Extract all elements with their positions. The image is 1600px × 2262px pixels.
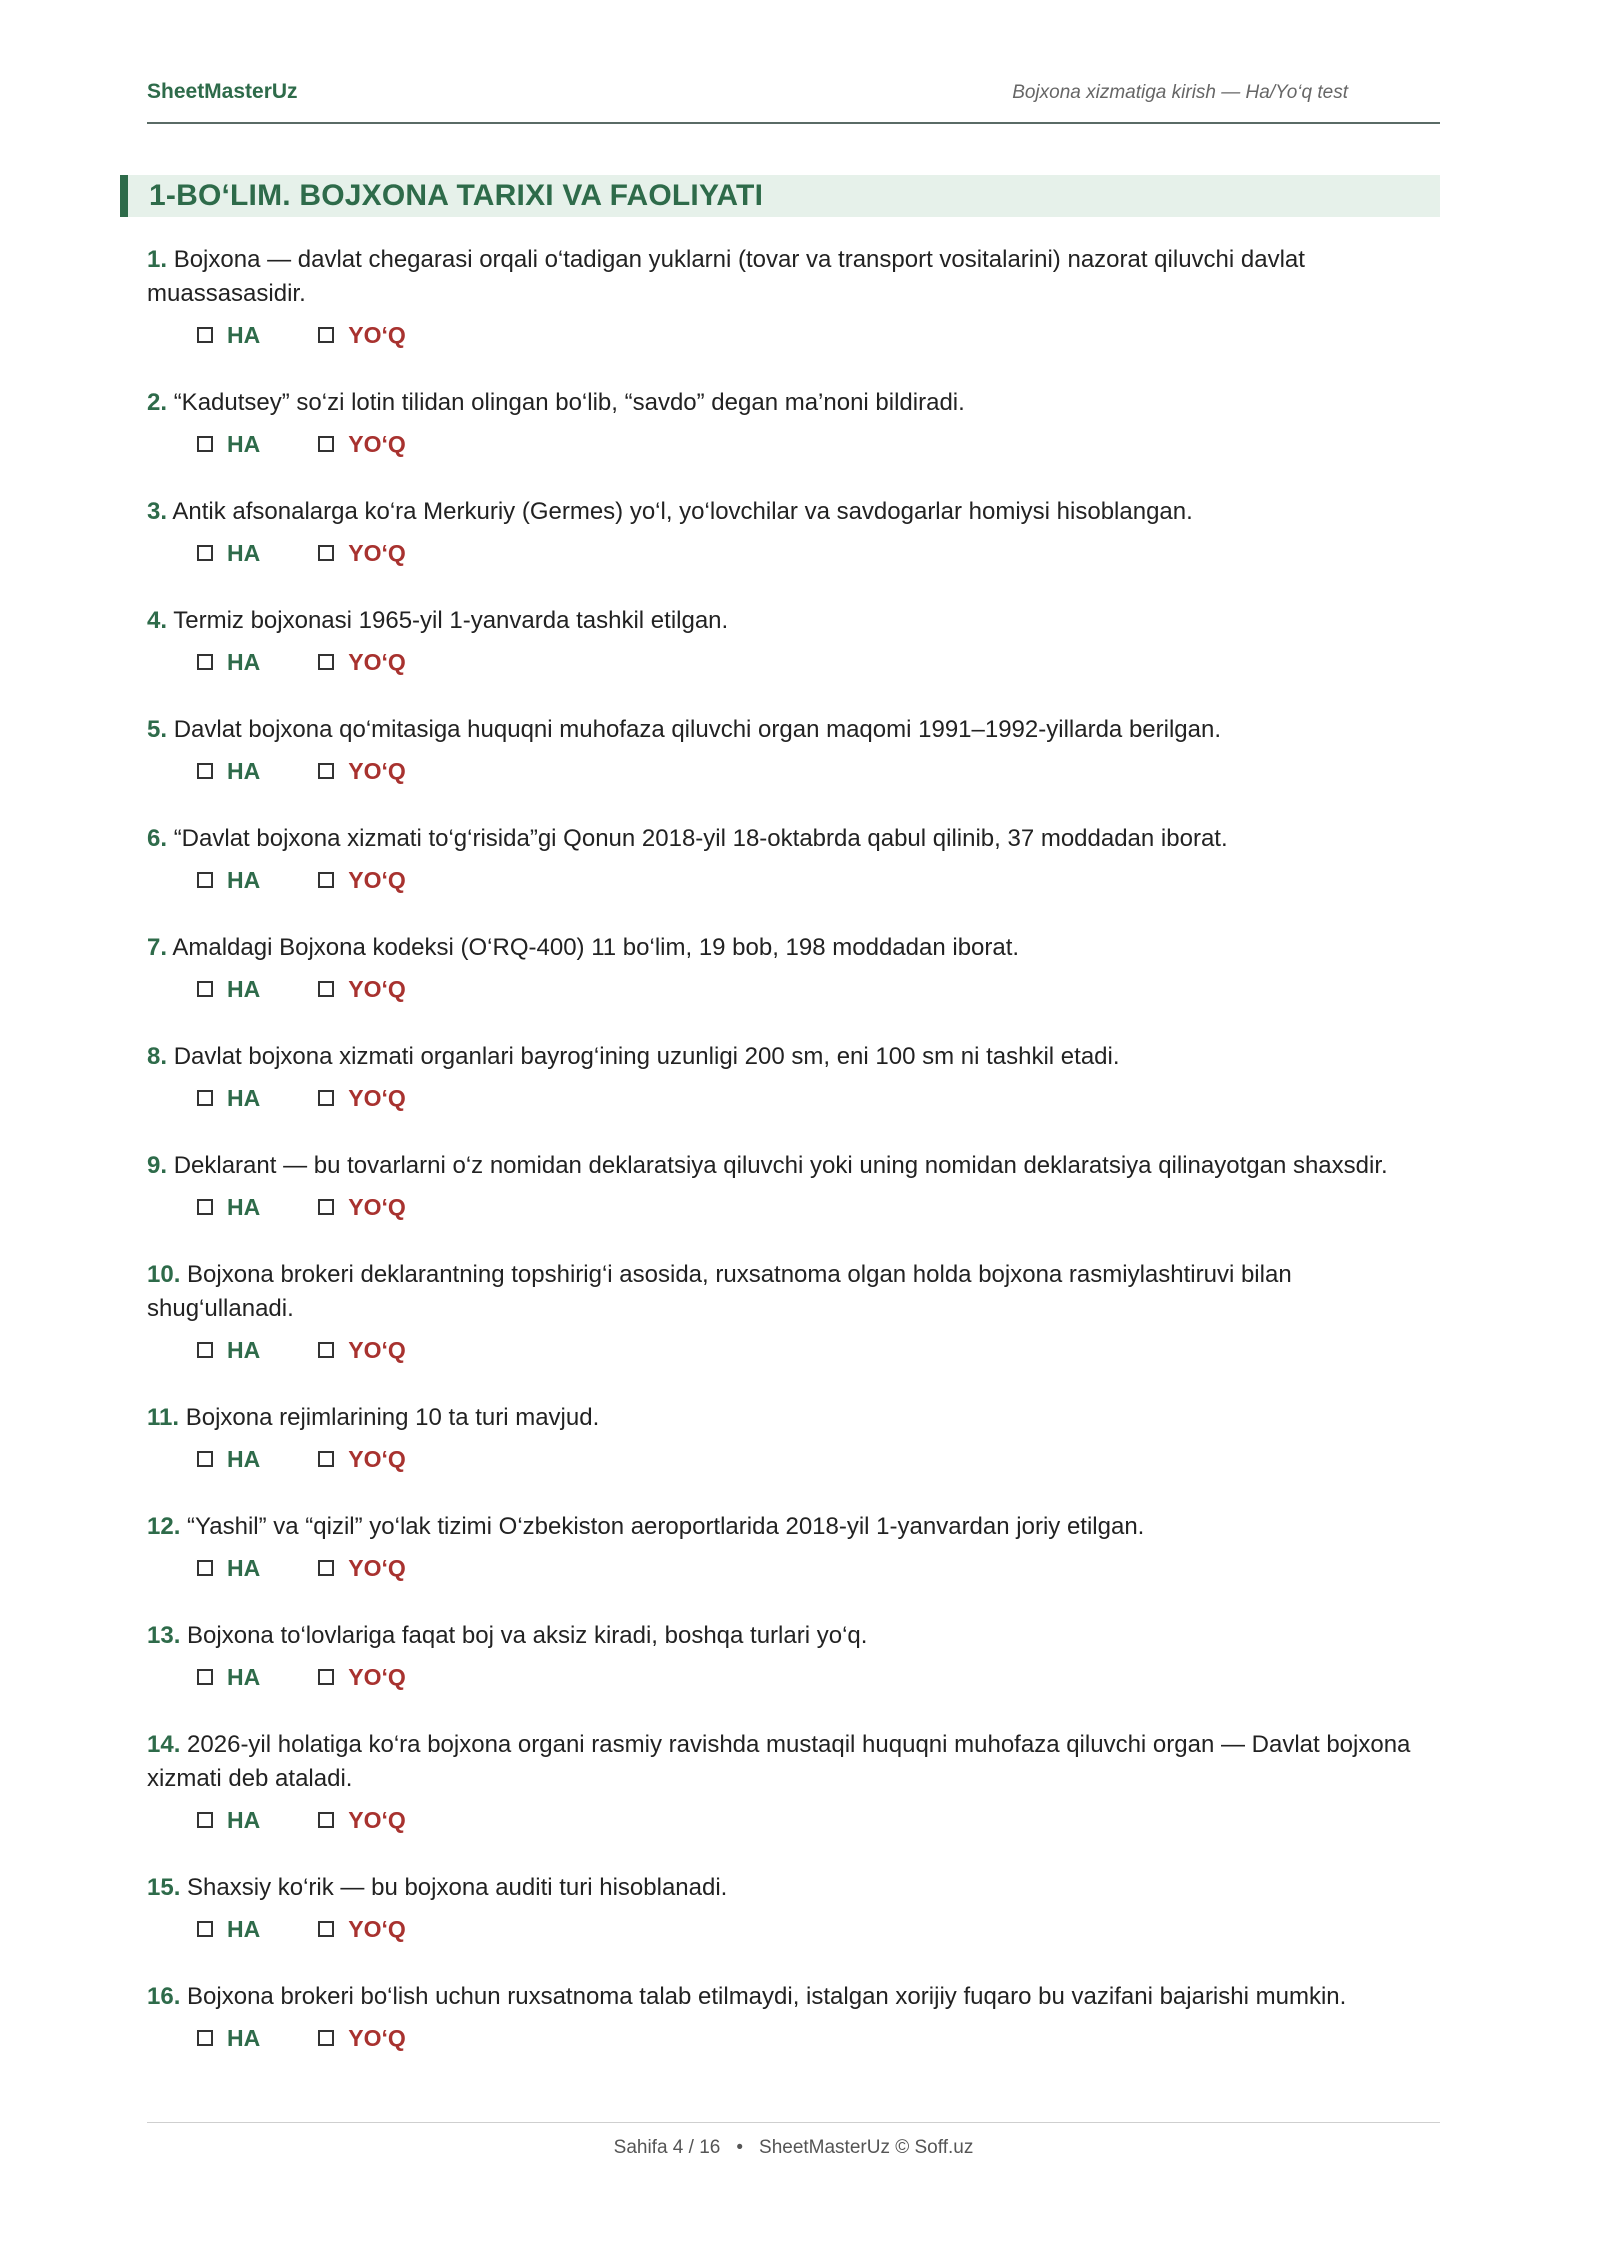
answer-options [197, 1805, 1440, 1835]
option-yes-label: HA [227, 2024, 261, 2051]
option-yes-label: HA [227, 866, 261, 893]
answer-options [197, 1335, 1440, 1365]
option-yes[interactable] [197, 1555, 260, 1582]
question-number: 13. [147, 1622, 181, 1649]
option-no-label: YO‘Q [348, 1663, 406, 1690]
checkbox-no[interactable] [318, 654, 334, 670]
checkbox-yes[interactable] [197, 1199, 213, 1215]
option-yes[interactable] [197, 1807, 260, 1834]
option-yes-label: HA [227, 757, 261, 784]
answer-options [197, 1553, 1440, 1583]
checkbox-yes[interactable] [197, 1342, 213, 1358]
option-yes[interactable] [197, 1085, 260, 1112]
brand-name: SheetMasterUz [147, 80, 298, 103]
question-body: Bojxona brokeri bo‘lish uchun ruxsatnoma talab etilmaydi, istalgan xorijiy fuqaro bu vazifani bajarishi mumkin. [187, 1983, 1347, 2010]
checkbox-no[interactable] [318, 1090, 334, 1106]
question-body: Antik afsonalarga ko‘ra Merkuriy (Germes) yo‘l, yo‘lovchilar va savdogarlar homiysi hisoblangan. [172, 498, 1193, 525]
question-text [147, 931, 1440, 965]
answer-options [197, 756, 1440, 786]
option-no-label: YO‘Q [348, 1554, 406, 1581]
checkbox-yes[interactable] [197, 2030, 213, 2046]
question-item [147, 1149, 1440, 1222]
answer-options [197, 1914, 1440, 1944]
answer-options [197, 2023, 1440, 2053]
option-yes[interactable] [197, 649, 260, 676]
question-text [147, 1728, 1440, 1796]
question-item [147, 1510, 1440, 1583]
option-no[interactable] [318, 1446, 406, 1473]
option-yes[interactable] [197, 1664, 260, 1691]
option-yes[interactable] [197, 1916, 260, 1943]
option-no[interactable] [318, 322, 406, 349]
question-body: 2026-yil holatiga ko‘ra bojxona organi rasmiy ravishda mustaqil huquqni muhofaza qiluvchi organ — Davlat bojxona xizmati deb ataladi. [147, 1731, 1411, 1792]
option-no-label: YO‘Q [348, 2024, 406, 2051]
question-text [147, 604, 1440, 638]
question-item [147, 713, 1440, 786]
option-no-label: YO‘Q [348, 1806, 406, 1833]
question-number: 4. [147, 607, 168, 634]
checkbox-no[interactable] [318, 545, 334, 561]
question-number: 12. [147, 1513, 181, 1540]
answer-options [197, 1192, 1440, 1222]
question-item [147, 1871, 1440, 1944]
option-no-label: YO‘Q [348, 1336, 406, 1363]
option-no[interactable] [318, 976, 406, 1003]
checkbox-yes[interactable] [197, 1921, 213, 1937]
checkbox-yes[interactable] [197, 1812, 213, 1828]
question-number: 2. [147, 389, 168, 416]
footer-bullet: • [736, 2137, 744, 2158]
question-item [147, 604, 1440, 677]
question-text [147, 713, 1440, 747]
option-no-label: YO‘Q [348, 648, 406, 675]
question-item [147, 386, 1440, 459]
section-title: 1-BO‘LIM. BOJXONA TARIXI VA FAOLIYATI [149, 179, 764, 212]
answer-options [197, 320, 1440, 350]
option-no[interactable] [318, 758, 406, 785]
option-no[interactable] [318, 1085, 406, 1112]
question-body: Amaldagi Bojxona kodeksi (O‘RQ-400) 11 bo‘lim, 19 bob, 198 moddadan iborat. [172, 934, 1020, 961]
question-item [147, 822, 1440, 895]
option-yes-label: HA [227, 1193, 261, 1220]
question-list [147, 243, 1440, 2089]
question-body: Bojxona rejimlarining 10 ta turi mavjud. [185, 1404, 600, 1431]
answer-options [197, 974, 1440, 1004]
option-yes-label: HA [227, 1915, 261, 1942]
question-item [147, 931, 1440, 1004]
question-text [147, 243, 1440, 311]
footer-credit: SheetMasterUz © Soff.uz [759, 2137, 974, 2158]
checkbox-yes[interactable] [197, 327, 213, 343]
checkbox-no[interactable] [318, 2030, 334, 2046]
checkbox-yes[interactable] [197, 545, 213, 561]
option-no-label: YO‘Q [348, 866, 406, 893]
question-text [147, 1510, 1440, 1544]
question-item [147, 243, 1440, 350]
question-number: 11. [147, 1404, 180, 1431]
question-text [147, 495, 1440, 529]
checkbox-no[interactable] [318, 981, 334, 997]
checkbox-yes[interactable] [197, 1669, 213, 1685]
option-no[interactable] [318, 1807, 406, 1834]
checkbox-no[interactable] [318, 327, 334, 343]
question-number: 1. [147, 246, 168, 273]
question-number: 3. [147, 498, 168, 525]
question-text [147, 1040, 1440, 1074]
checkbox-no[interactable] [318, 1669, 334, 1685]
option-no-label: YO‘Q [348, 1193, 406, 1220]
option-yes[interactable] [197, 1194, 260, 1221]
option-no-label: YO‘Q [348, 1445, 406, 1472]
document-title: Bojxona xizmatiga kirish — Ha/Yo‘q test [1012, 82, 1348, 103]
checkbox-no[interactable] [318, 1451, 334, 1467]
question-body: Deklarant — bu tovarlarni o‘z nomidan deklaratsiya qiluvchi yoki uning nomidan deklaratsiya qilinayotgan shaxsdir. [173, 1152, 1388, 1179]
question-text [147, 386, 1440, 420]
question-item [147, 1040, 1440, 1113]
page-footer [147, 2122, 1440, 2159]
question-text [147, 1258, 1440, 1326]
question-body: “Davlat bojxona xizmati to‘g‘risida”gi Qonun 2018-yil 18-oktabrda qabul qilinib, 37 moddadan iborat. [173, 825, 1228, 852]
question-item [147, 495, 1440, 568]
question-text [147, 1619, 1440, 1653]
option-yes[interactable] [197, 1446, 260, 1473]
answer-options [197, 1444, 1440, 1474]
option-no-label: YO‘Q [348, 757, 406, 784]
question-body: Termiz bojxonasi 1965-yil 1-yanvarda tashkil etilgan. [173, 607, 729, 634]
option-no[interactable] [318, 649, 406, 676]
option-no[interactable] [318, 1555, 406, 1582]
question-number: 9. [147, 1152, 168, 1179]
checkbox-no[interactable] [318, 1560, 334, 1576]
option-yes-label: HA [227, 1663, 261, 1690]
option-no-label: YO‘Q [348, 430, 406, 457]
option-no-label: YO‘Q [348, 321, 406, 348]
question-body: “Yashil” va “qizil” yo‘lak tizimi O‘zbekiston aeroportlarida 2018-yil 1-yanvardan joriy etilgan. [187, 1513, 1145, 1540]
question-number: 16. [147, 1983, 181, 2010]
option-no[interactable] [318, 867, 406, 894]
answer-options [197, 865, 1440, 895]
option-yes-label: HA [227, 430, 261, 457]
option-no-label: YO‘Q [348, 1084, 406, 1111]
answer-options [197, 1662, 1440, 1692]
checkbox-yes[interactable] [197, 763, 213, 779]
page-header [147, 80, 1440, 124]
checkbox-no[interactable] [318, 872, 334, 888]
option-no[interactable] [318, 1337, 406, 1364]
question-text [147, 1149, 1440, 1183]
question-body: Bojxona to‘lovlariga faqat boj va aksiz kiradi, boshqa turlari yo‘q. [187, 1622, 868, 1649]
checkbox-yes[interactable] [197, 1451, 213, 1467]
question-text [147, 1871, 1440, 1905]
checkbox-no[interactable] [318, 1342, 334, 1358]
question-item [147, 1258, 1440, 1365]
question-text [147, 822, 1440, 856]
option-no-label: YO‘Q [348, 539, 406, 566]
checkbox-yes[interactable] [197, 981, 213, 997]
option-yes[interactable] [197, 322, 260, 349]
answer-options [197, 429, 1440, 459]
option-no-label: YO‘Q [348, 1915, 406, 1942]
option-yes-label: HA [227, 1445, 261, 1472]
option-yes-label: HA [227, 1554, 261, 1581]
option-no[interactable] [318, 1664, 406, 1691]
option-yes[interactable] [197, 2025, 260, 2052]
question-text [147, 1980, 1440, 2014]
document-page [147, 0, 1440, 2262]
option-yes-label: HA [227, 1336, 261, 1363]
page-number: Sahifa 4 / 16 [613, 2137, 721, 2158]
option-no[interactable] [318, 1194, 406, 1221]
option-yes-label: HA [227, 1806, 261, 1833]
option-yes[interactable] [197, 431, 260, 458]
question-item [147, 1980, 1440, 2053]
option-yes-label: HA [227, 539, 261, 566]
checkbox-yes[interactable] [197, 1090, 213, 1106]
question-body: Bojxona — davlat chegarasi orqali o‘tadigan yuklarni (tovar va transport vositalarini) nazorat qiluvchi davlat muassasasidir. [147, 246, 1305, 307]
question-number: 6. [147, 825, 168, 852]
option-no-label: YO‘Q [348, 975, 406, 1002]
checkbox-yes[interactable] [197, 872, 213, 888]
question-body: Shaxsiy ko‘rik — bu bojxona auditi turi hisoblanadi. [187, 1874, 728, 1901]
option-no[interactable] [318, 1916, 406, 1943]
option-no[interactable] [318, 540, 406, 567]
checkbox-no[interactable] [318, 763, 334, 779]
checkbox-no[interactable] [318, 1812, 334, 1828]
question-body: Davlat bojxona xizmati organlari bayrog‘ining uzunligi 200 sm, eni 100 sm ni tashkil etadi. [173, 1043, 1120, 1070]
option-yes-label: HA [227, 975, 261, 1002]
question-number: 7. [147, 934, 168, 961]
question-body: Davlat bojxona qo‘mitasiga huquqni muhofaza qiluvchi organ maqomi 1991–1992-yillarda berilgan. [173, 716, 1222, 743]
question-item [147, 1619, 1440, 1692]
question-number: 10. [147, 1261, 181, 1288]
checkbox-yes[interactable] [197, 1560, 213, 1576]
checkbox-no[interactable] [318, 1921, 334, 1937]
question-number: 5. [147, 716, 168, 743]
answer-options [197, 1083, 1440, 1113]
option-yes[interactable] [197, 1337, 260, 1364]
option-yes-label: HA [227, 648, 261, 675]
question-text [147, 1401, 1440, 1435]
option-yes-label: HA [227, 1084, 261, 1111]
option-yes[interactable] [197, 976, 260, 1003]
section-header [120, 175, 1440, 217]
checkbox-no[interactable] [318, 436, 334, 452]
checkbox-yes[interactable] [197, 436, 213, 452]
option-yes[interactable] [197, 867, 260, 894]
option-yes-label: HA [227, 321, 261, 348]
question-item [147, 1728, 1440, 1835]
option-yes[interactable] [197, 540, 260, 567]
question-number: 15. [147, 1874, 181, 1901]
checkbox-yes[interactable] [197, 654, 213, 670]
option-no[interactable] [318, 2025, 406, 2052]
checkbox-no[interactable] [318, 1199, 334, 1215]
question-body: “Kadutsey” so‘zi lotin tilidan olingan bo‘lib, “savdo” degan ma’noni bildiradi. [173, 389, 965, 416]
option-no[interactable] [318, 431, 406, 458]
answer-options [197, 647, 1440, 677]
question-number: 8. [147, 1043, 168, 1070]
answer-options [197, 538, 1440, 568]
option-yes[interactable] [197, 758, 260, 785]
question-body: Bojxona brokeri deklarantning topshirig‘i asosida, ruxsatnoma olgan holda bojxona rasmiylashtiruvi bilan shug‘ullanadi. [147, 1261, 1292, 1322]
question-item [147, 1401, 1440, 1474]
question-number: 14. [147, 1731, 181, 1758]
